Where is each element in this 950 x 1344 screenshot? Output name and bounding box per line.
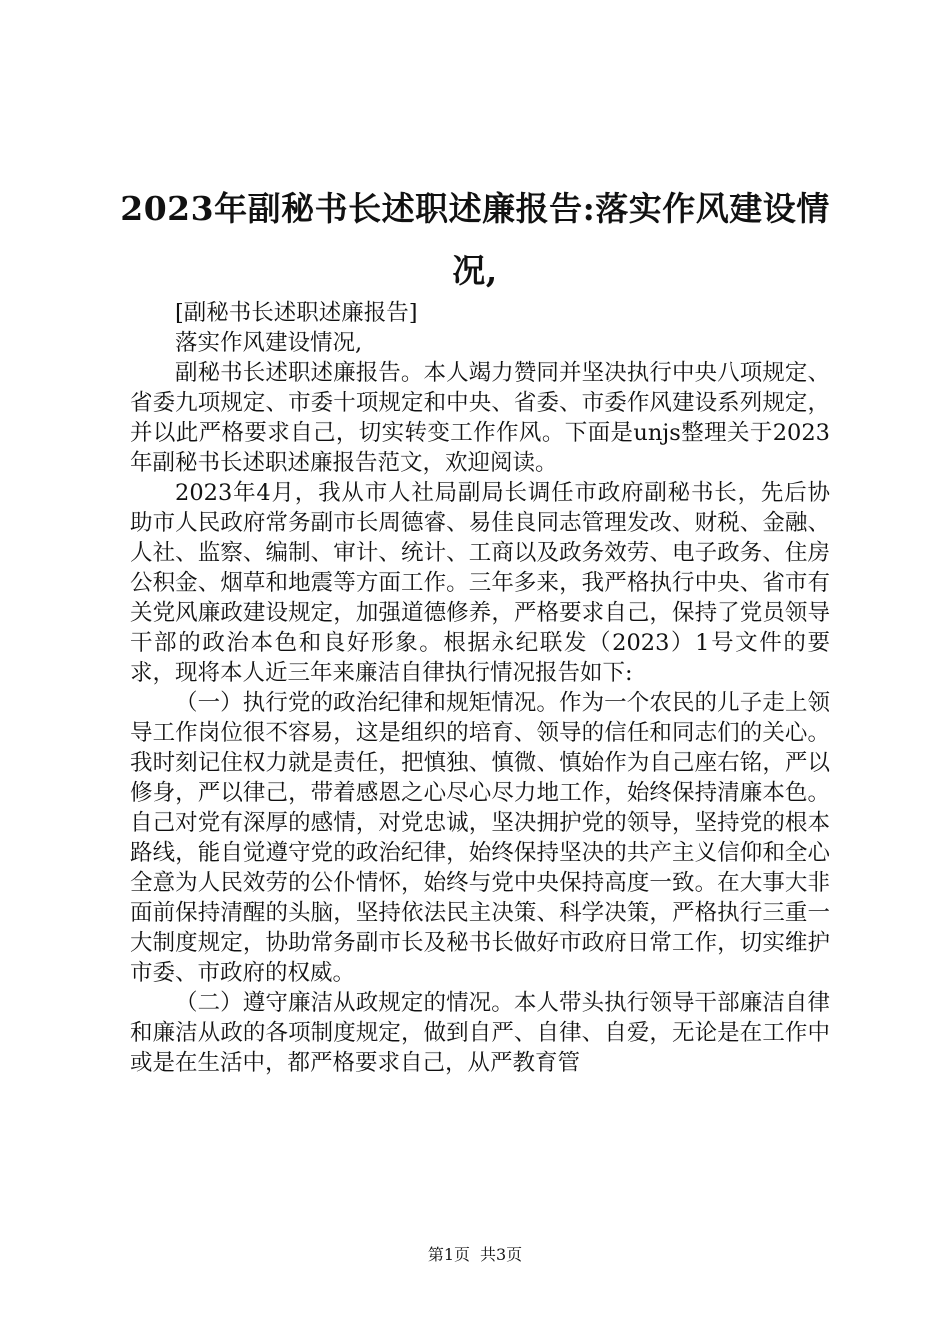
body-paragraph-tag: [副秘书长述职述廉报告]: [175, 300, 418, 326]
page-footer: [0, 1242, 950, 1265]
body-paragraph-intro: 副秘书长述职述廉报告。本人竭力赞同并坚决执行中央八项规定、省委九项规定、市委十项规定和中央、省委、市委作风建设系列规定，并以此严格要求自己，切实转变工作作风。下面是unjs整理关于2023年副秘书长述职述廉报告范文，欢迎阅读。: [130, 360, 830, 476]
page-total: 共3页: [480, 1245, 523, 1264]
document-body: [130, 298, 830, 1078]
body-paragraph-section-1: （一）执行党的政治纪律和规矩情况。作为一个农民的儿子走上领导工作岗位很不容易，这是组织的培育、领导的信任和同志们的关心。我时刻记住权力就是责任，把慎独、慎微、慎始作为自己座右铭，严以修身，严以律己，带着感恩之心尽心尽力地工作，始终保持清廉本色。自己对党有深厚的感情，对党忠诚，坚决拥护党的领导，坚持党的根本路线，能自觉遵守党的政治纪律，始终保持坚决的共产主义信仰和全心全意为人民效劳的公仆情怀，始终与党中央保持高度一致。在大事大非面前保持清醒的头脑，坚持依法民主决策、科学决策，严格执行三重一大制度规定，协助常务副市长及秘书长做好市政府日常工作，切实维护市委、市政府的权威。: [130, 690, 830, 986]
body-paragraph-section-2: （二）遵守廉洁从政规定的情况。本人带头执行领导干部廉洁自律和廉洁从政的各项制度规定，做到自严、自律、自爱，无论是在工作中或是在生活中，都严格要求自己，从严教育管: [130, 990, 830, 1076]
body-paragraph-background: 2023年4月，我从市人社局副局长调任市政府副秘书长，先后协助市人民政府常务副市长周德睿、易佳良同志管理发改、财税、金融、人社、监察、编制、审计、统计、工商以及政务效劳、电子政务、住房公积金、烟草和地震等方面工作。三年多来，我严格执行中央、省市有关党风廉政建设规定，加强道德修养，严格要求自己，保持了党员领导干部的政治本色和良好形象。根据永纪联发（2023）1号文件的要求，现将本人近三年来廉洁自律执行情况报告如下:: [130, 480, 830, 686]
page-number: 第1页: [427, 1245, 470, 1264]
document-title: 2023年副秘书长述职述廉报告:落实作风建设情况,: [120, 189, 830, 290]
body-paragraph-subtitle: 落实作风建设情况,: [175, 330, 363, 356]
